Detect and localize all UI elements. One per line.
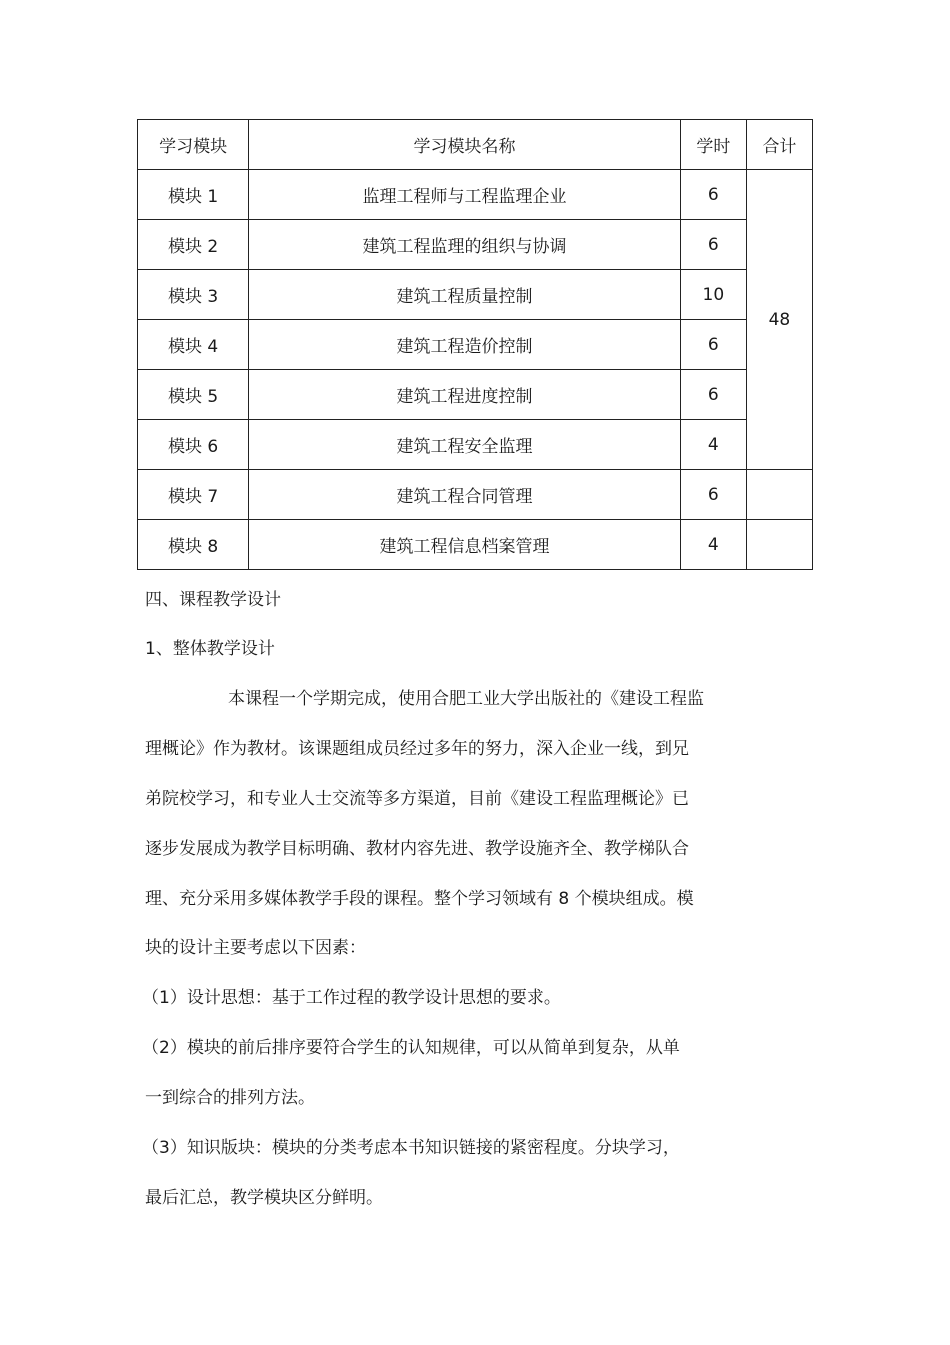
paragraph-line: 本课程一个学期完成，使用合肥工业大学出版社的《建设工程监 [228, 689, 704, 709]
table-row [138, 220, 813, 270]
table-row [138, 420, 813, 470]
section-subheading: 1、整体教学设计 [145, 639, 275, 659]
row-module: 模块 2 [138, 220, 249, 270]
module-hours-table [137, 119, 813, 570]
row-hours: 10 [680, 270, 746, 320]
row-name: 建筑工程进度控制 [249, 370, 681, 420]
total-hours-cell: 48 [746, 170, 812, 470]
row-module: 模块 5 [138, 370, 249, 420]
row-hours: 6 [680, 470, 746, 520]
table-header-row [138, 120, 813, 170]
paragraph-line: 弟院校学习，和专业人士交流等多方渠道，目前《建设工程监理概论》已 [145, 789, 689, 809]
table-row [138, 520, 813, 570]
row-name: 监理工程师与工程监理企业 [249, 170, 681, 220]
table-row [138, 320, 813, 370]
row-name: 建筑工程安全监理 [249, 420, 681, 470]
row-name: 建筑工程造价控制 [249, 320, 681, 370]
row-name: 建筑工程合同管理 [249, 470, 681, 520]
paragraph-line: 理、充分采用多媒体教学手段的课程。整个学习领域有 8 个模块组成。模 [145, 889, 694, 909]
table-row [138, 170, 813, 220]
row-hours: 6 [680, 170, 746, 220]
row-hours: 6 [680, 320, 746, 370]
empty-total-cell [746, 470, 812, 520]
row-module: 模块 3 [138, 270, 249, 320]
section-heading: 四、课程教学设计 [145, 590, 281, 610]
header-module-name: 学习模块名称 [249, 120, 681, 170]
row-module: 模块 7 [138, 470, 249, 520]
row-hours: 4 [680, 420, 746, 470]
empty-total-cell [746, 520, 812, 570]
row-module: 模块 8 [138, 520, 249, 570]
table-row [138, 370, 813, 420]
factor-line: 一到综合的排列方法。 [145, 1088, 315, 1108]
row-name: 建筑工程监理的组织与协调 [249, 220, 681, 270]
factor-line: （2）模块的前后排序要符合学生的认知规律，可以从简单到复杂，从单 [142, 1038, 680, 1058]
row-module: 模块 4 [138, 320, 249, 370]
header-module: 学习模块 [138, 120, 249, 170]
row-name: 建筑工程信息档案管理 [249, 520, 681, 570]
row-module: 模块 1 [138, 170, 249, 220]
factor-line: 最后汇总，教学模块区分鲜明。 [145, 1188, 383, 1208]
header-hours: 学时 [680, 120, 746, 170]
row-hours: 6 [680, 220, 746, 270]
header-total: 合计 [746, 120, 812, 170]
row-name: 建筑工程质量控制 [249, 270, 681, 320]
table-row [138, 270, 813, 320]
paragraph-line: 块的设计主要考虑以下因素： [145, 938, 366, 958]
table-row [138, 470, 813, 520]
row-hours: 4 [680, 520, 746, 570]
paragraph-line: 理概论》作为教材。该课题组成员经过多年的努力，深入企业一线，到兄 [145, 739, 689, 759]
factor-line: （3）知识版块：模块的分类考虑本书知识链接的紧密程度。分块学习， [142, 1138, 680, 1158]
factor-line: （1）设计思想：基于工作过程的教学设计思想的要求。 [142, 988, 561, 1008]
row-hours: 6 [680, 370, 746, 420]
paragraph-line: 逐步发展成为教学目标明确、教材内容先进、教学设施齐全、教学梯队合 [145, 839, 689, 859]
row-module: 模块 6 [138, 420, 249, 470]
